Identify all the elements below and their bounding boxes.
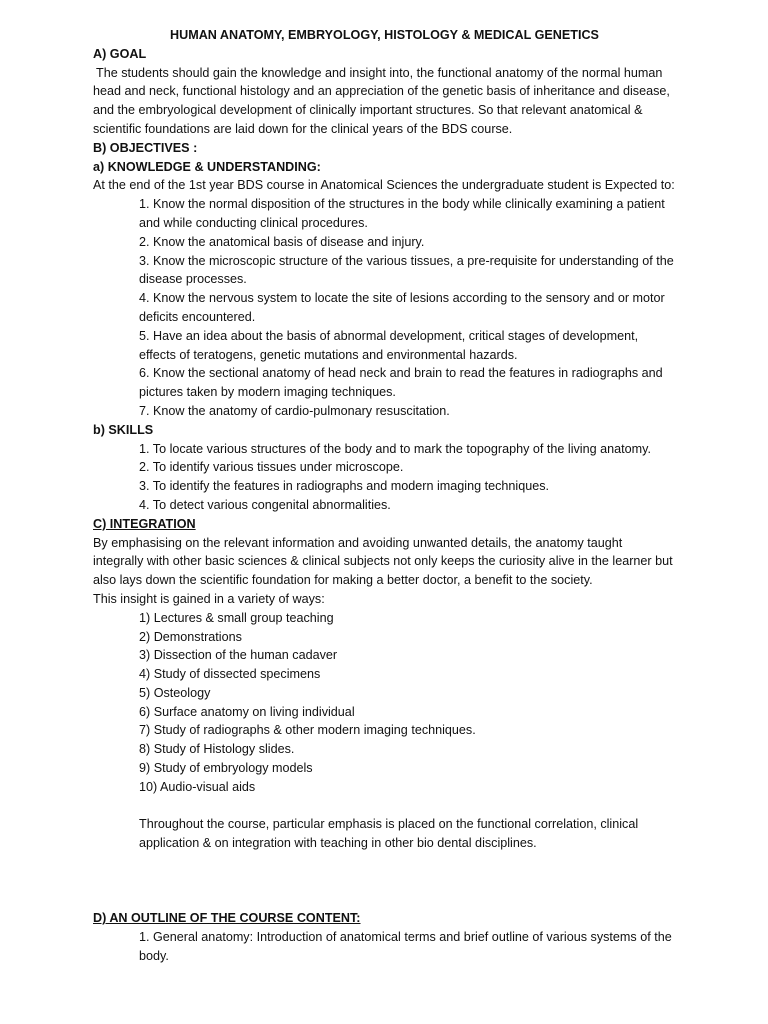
integration-ways-list: [93, 609, 676, 797]
skills-list: [93, 440, 676, 515]
list-item: 2) Demonstrations: [139, 629, 242, 644]
list-item: 5) Osteology: [139, 685, 211, 700]
list-item: 3. Know the microscopic structure of the various tissues, a pre-requisite for understanding of the disease processes.: [139, 253, 674, 287]
spacer: [93, 797, 676, 816]
list-item: 5. Have an idea about the basis of abnormal development, critical stages of development, effects of teratogens, genetic mutations and environmental hazards.: [139, 328, 639, 362]
goal-paragraph: The students should gain the knowledge and insight into, the functional anatomy of the normal human head and neck, functional histology and an appreciation of the genetic basis of inheritance and disease, and the embryological development of clinically important structures. So that relevant anatomical & scientific foundations are laid down for the clinical years of the BDS course.: [93, 65, 670, 136]
list-item: 10) Audio-visual aids: [139, 779, 256, 794]
list-item: 4) Study of dissected specimens: [139, 667, 321, 682]
integration-closing: Throughout the course, particular emphasis is placed on the functional correlation, clinical application & on integration with teaching in other bio dental disciplines.: [139, 817, 639, 851]
list-item: 4. Know the nervous system to locate the site of lesions according to the sensory and or motor deficits encountered.: [139, 291, 665, 324]
list-item: 2. To identify various tissues under microscope.: [139, 460, 404, 475]
knowledge-heading: a) KNOWLEDGE & UNDERSTANDING:: [93, 159, 321, 174]
list-item: 1. To locate various structures of the body and to mark the topography of the living anatomy.: [139, 441, 651, 456]
outline-heading: D) AN OUTLINE OF THE COURSE CONTENT:: [93, 911, 361, 926]
list-item: 1) Lectures & small group teaching: [139, 610, 334, 625]
list-item: 7. Know the anatomy of cardio-pulmonary resuscitation.: [139, 403, 450, 418]
list-item: 6) Surface anatomy on living individual: [139, 704, 355, 719]
integration-paragraph: By emphasising on the relevant information and avoiding unwanted details, the anatomy taught integrally with other basic sciences & clinical subjects not only keeps the curiosity alive in the learner but also lays down the scientific foundation for making a better doctor, a benefit to the society.: [93, 535, 673, 588]
integration-ways-intro: This insight is gained in a variety of ways:: [93, 591, 325, 606]
knowledge-intro: At the end of the 1st year BDS course in Anatomical Sciences the undergraduate student is Expected to:: [93, 178, 675, 193]
goal-heading: A) GOAL: [93, 46, 147, 61]
list-item: 3. To identify the features in radiographs and modern imaging techniques.: [139, 479, 550, 494]
list-item: 7) Study of radiographs & other modern imaging techniques.: [139, 723, 476, 738]
list-item: 9) Study of embryology models: [139, 761, 313, 776]
list-item: 3) Dissection of the human cadaver: [139, 648, 338, 663]
knowledge-list: [93, 195, 676, 421]
list-item: 1. General anatomy: Introduction of anatomical terms and brief outline of various systems of the body.: [139, 929, 672, 963]
list-item: 8) Study of Histology slides.: [139, 742, 295, 757]
list-item: 4. To detect various congenital abnormalities.: [139, 497, 391, 512]
integration-heading: C) INTEGRATION: [93, 516, 196, 531]
skills-heading: b) SKILLS: [93, 422, 154, 437]
list-item: 2. Know the anatomical basis of disease and injury.: [139, 234, 425, 249]
outline-list: [93, 928, 676, 966]
spacer: [93, 853, 676, 909]
list-item: 6. Know the sectional anatomy of head neck and brain to read the features in radiographs and pictures taken by modern imaging techniques.: [139, 366, 663, 400]
document-title: HUMAN ANATOMY, EMBRYOLOGY, HISTOLOGY & MEDICAL GENETICS: [170, 28, 599, 42]
objectives-heading: B) OBJECTIVES :: [93, 140, 198, 155]
list-item: 1. Know the normal disposition of the structures in the body while clinically examining a patient and while conducting clinical procedures.: [139, 197, 665, 230]
